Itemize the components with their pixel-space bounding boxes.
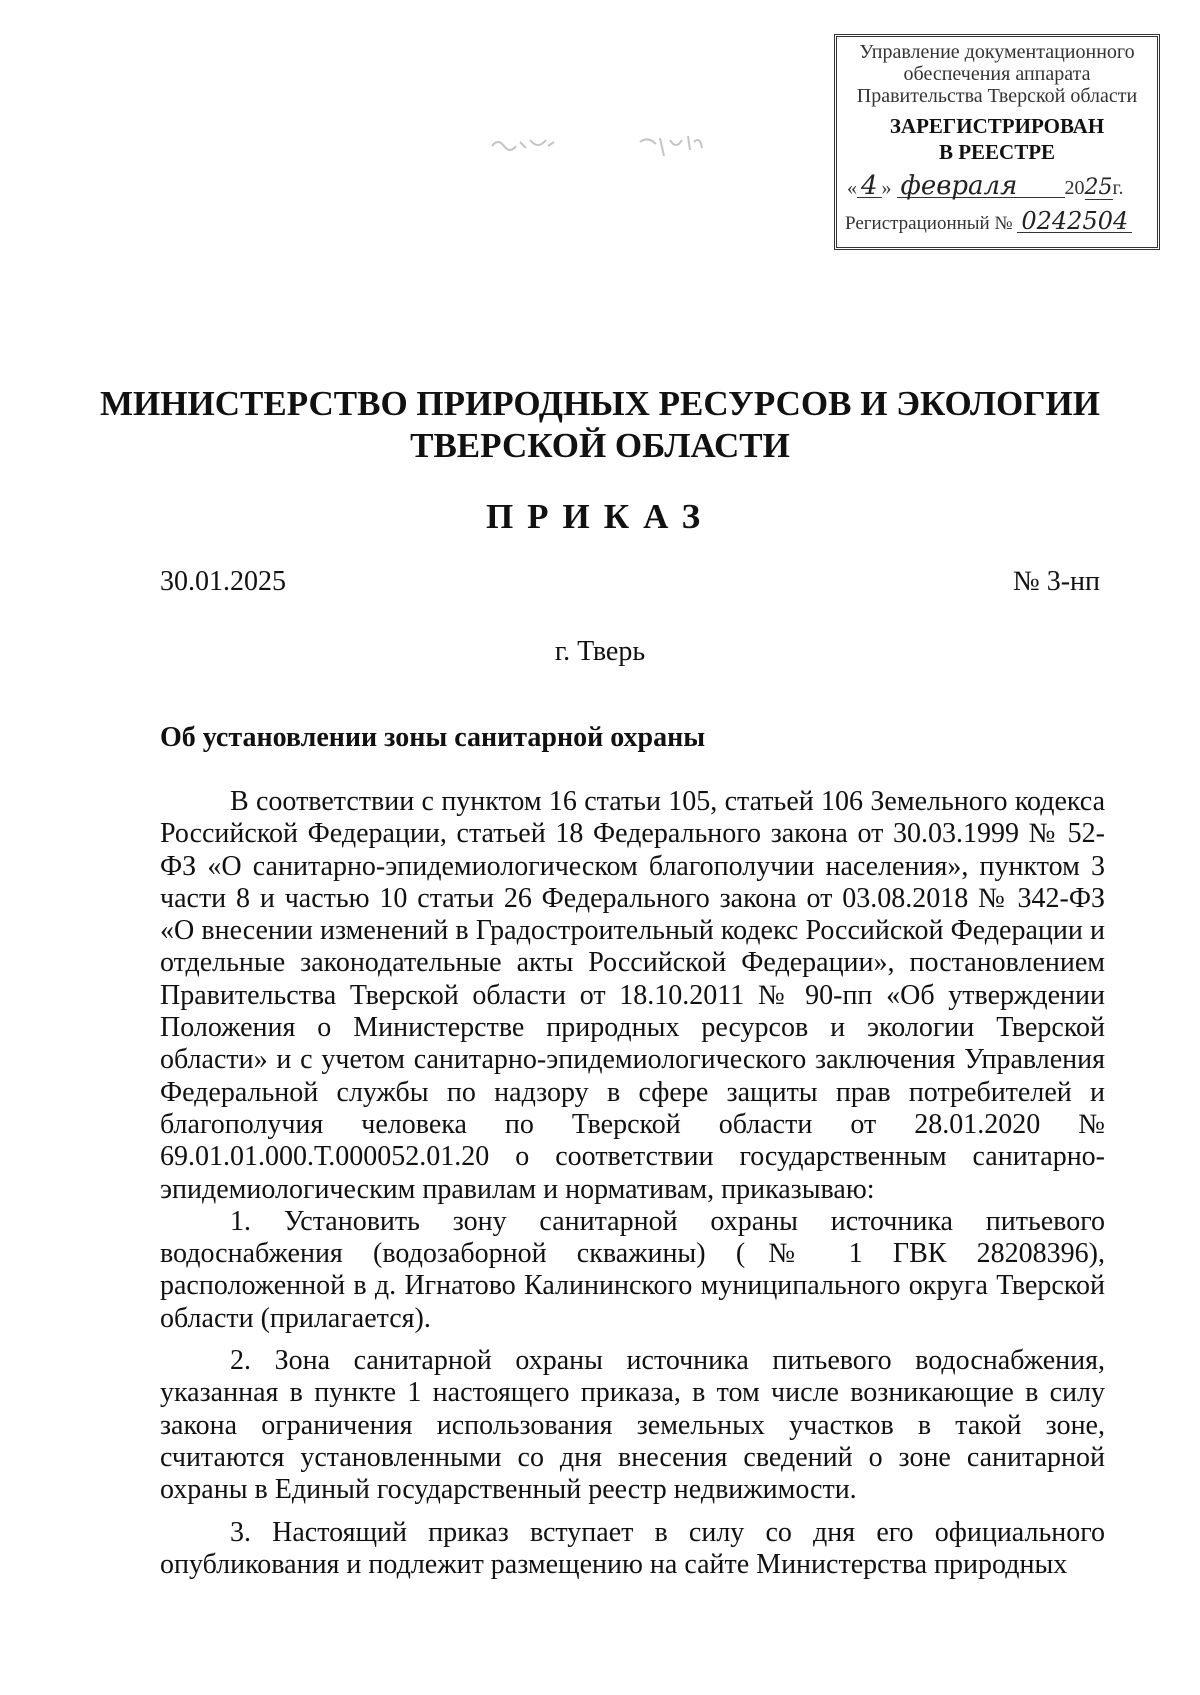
order-item-2: 2. Зона санитарной охраны источника питьевого водоснабжения, указанная в пункте 1 настоящего приказа, в том числе возникающие в силу закона ограничения использования земельных участков в такой зоне, считаются установленными со дня внесения сведений о зоне санитарной охраны в Единый государственный реестр недвижимости. [160, 1345, 1105, 1506]
stamp-quote: » [881, 177, 892, 199]
faint-marks [636, 132, 706, 162]
stamp-org-line: Управление документационного [859, 41, 1135, 63]
preamble-paragraph: В соответствии с пунктом 16 статьи 105, статьей 106 Земельного кодекса Российской Федерации, статьей 18 Федерального закона от 30.03.1999 № 52-ФЗ «О санитарно-эпидемиологическом благополучии населения», пунктом 3 части 8 и частью 10 статьи 26 Федерального закона от 03.08.2018 № 342-ФЗ «О внесении изменений в Градостроительный кодекс Российской Федерации и отдельные законодательные акты Российской Федерации», постановлением Правительства Тверской области от 18.10.2011 № 90-пп «Об утверждении Положения о Министерстве природных ресурсов и экологии Тверской области» и с учетом санитарно-эпидемиологического заключения Управления Федеральной службы по надзору в сфере защиты прав потребителей и благополучия человека по Тверской области от 28.01.2020 № 69.01.01.000.Т.000052.01.20 о соответствии государственным санитарно-эпидемиологическим правилам и нормативам, приказываю: [160, 786, 1105, 1205]
stamp-registered-label: В РЕЕСТРЕ [938, 140, 1056, 164]
order-subject: Об установлении зоны санитарной охраны [160, 722, 706, 753]
registration-stamp [834, 34, 1160, 250]
stamp-number-line [837, 207, 1157, 235]
stamp-year-unit: г. [1112, 177, 1124, 199]
stamp-org-line: обеспечения аппарата [903, 63, 1091, 85]
stamp-org-line: Правительства Тверской области [856, 85, 1138, 107]
order-item-3: 3. Настоящий приказ вступает в силу со дня его официального опубликования и подлежит размещению на сайте Министерства природных [160, 1516, 1105, 1580]
stamp-number-label: Регистрационный № [845, 213, 1013, 234]
ministry-heading [100, 383, 1100, 467]
faint-marks [488, 132, 558, 156]
ministry-name-line: МИНИСТЕРСТВО ПРИРОДНЫХ РЕСУРСОВ И ЭКОЛОГИИ [100, 384, 1100, 423]
order-body [160, 786, 1105, 1581]
order-city: г. Тверь [554, 636, 646, 667]
order-number: № 3-нп [1012, 566, 1100, 597]
ministry-name-line: ТВЕРСКОЙ ОБЛАСТИ [410, 426, 790, 465]
stamp-handwritten-day: 4 [857, 175, 882, 198]
stamp-year-prefix: 20 [1064, 177, 1085, 199]
stamp-handwritten-year: 25 [1084, 175, 1113, 200]
stamp-registered-label: ЗАРЕГИСТРИРОВАН [889, 114, 1105, 138]
order-title: ПРИКАЗ [485, 497, 715, 536]
stamp-date-line [837, 171, 1157, 201]
order-item-1: 1. Установить зону санитарной охраны источника питьевого водоснабжения (водозаборной скважины) (№ 1 ГВК 28208396), расположенной в д. Игнатово Калининского муниципального округа Тверской области (прилагается). [160, 1205, 1105, 1334]
order-date: 30.01.2025 [160, 566, 286, 597]
stamp-quote: « [847, 177, 857, 199]
stamp-handwritten-month: февраля [897, 175, 1065, 198]
stamp-handwritten-number: 0242504 [1017, 210, 1132, 233]
